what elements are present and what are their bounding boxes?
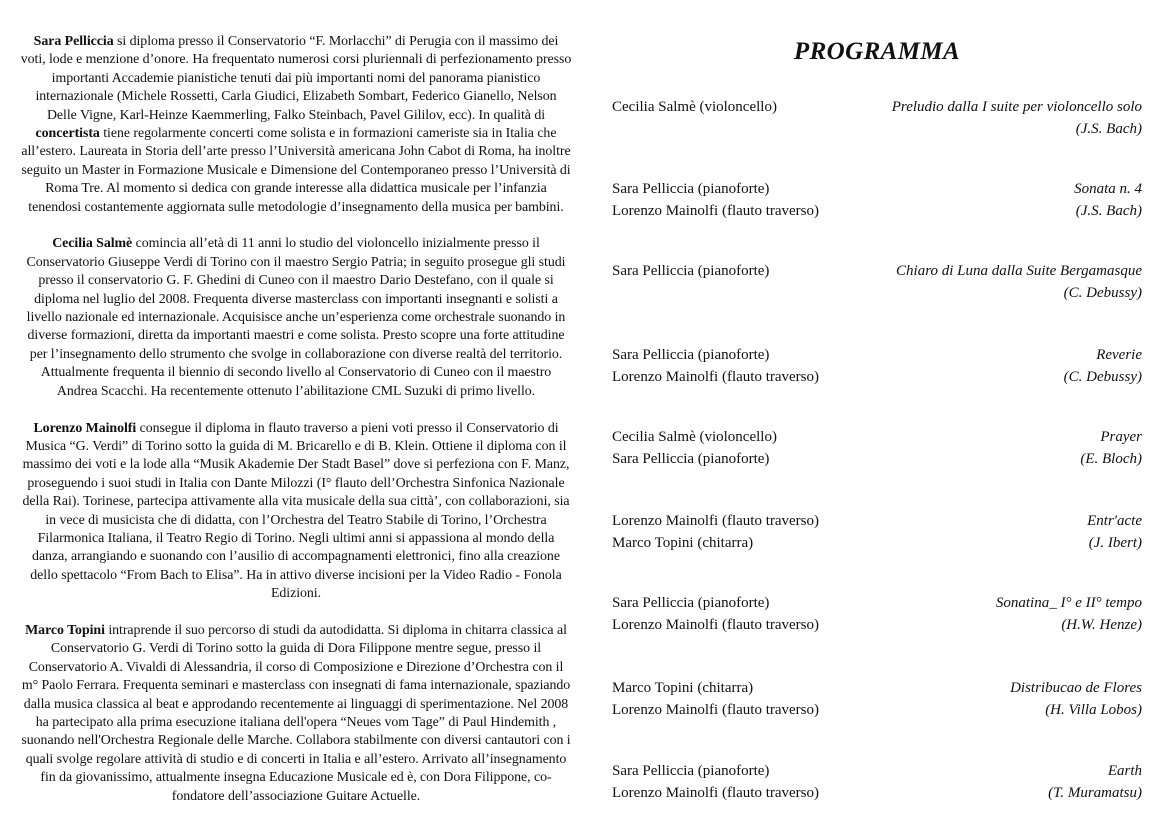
performer: Sara Pelliccia (pianoforte) (612, 263, 770, 279)
programme-item (612, 260, 1142, 304)
composer: (H.W. Henze) (1061, 617, 1142, 633)
bio-cecilia-salme (20, 235, 572, 401)
performer: Sara Pelliccia (pianoforte) (612, 763, 770, 779)
bio-name: Marco Topini (25, 622, 105, 638)
programme-item (612, 592, 1142, 636)
composer: (E. Bloch) (1080, 451, 1142, 467)
bio-text: comincia all’età di 11 anni lo studio del violoncello inizialmente presso il Conservatorio Giuseppe Verdi di Torino con il maestro Sergio Patria; in seguito prosegue gli studi presso il conservatorio G. F. Ghedini di Cuneo con il maestro Dario Destefano, con il quale si diploma nel luglio del 2008. Frequenta diverse masterclass con importanti insegnanti e solisti a livello nazionale ed internazionale. Acquisisce anche un’esperienza come orchestrale suonando in diverse formazioni, diretta da importanti maestri e come solista. Presto scopre una forte attitudine per l’insegnamento dello strumento che svolge in collaborazione con diverse realtà del territorio. Attualmente frequenta il biennio di secondo livello al Conservatorio di Cuneo con il maestro Andrea Scacchi. Ha recentemente ottenuto l’abilitazione CML Suzuki di primo livello. (26, 236, 566, 399)
performer: Sara Pelliccia (pianoforte) (612, 181, 770, 197)
composer: (C. Debussy) (1063, 285, 1142, 301)
performer: Cecilia Salmè (violoncello) (612, 99, 777, 115)
programme-item (612, 510, 1142, 554)
programme-item (612, 760, 1142, 804)
bio-text: intraprende il suo percorso di studi da autodidatta. Si diploma in chitarra classica al Conservatorio G. Verdi di Torino sotto la guida di Dora Filippone mentre segue, presso il Conservatorio A. Vivaldi di Alessandria, il corso di Composizione e Direzione d’Orchestra con il m° Paolo Ferrara. Frequenta seminari e masterclass con insegnati di fama internazionale, spaziando dalla musica classica al beat e approdando recentemente ai linguaggi di sperimentazione. Nel 2008 ha partecipato alla prima esecuzione italiana dell'opera “Neues vom Tage” di Paul Hindemith , suonando nell'Orchestra Regionale delle Marche. Collabora stabilmente con diversi cantautori con i quali svolge regolare attività di studio e di concerti in Italia e all’estero. Arrivato all’insegnamento fin da giovanissimo, attualmente insegna Educazione Musicale ed è, con Dora Filippone, co-fondatore dell’associazione Guitare Actuelle. (21, 622, 571, 804)
performer: Sara Pelliccia (pianoforte) (612, 595, 770, 611)
bio-name: Cecilia Salmè (52, 236, 133, 252)
programme-item (612, 178, 1142, 222)
bio-sara-pelliccia (20, 33, 572, 217)
programme-item (612, 96, 1142, 140)
work-title: Preludio dalla I suite per violoncello solo (891, 99, 1142, 115)
work-title: Chiaro di Luna dalla Suite Bergamasque (896, 263, 1142, 279)
biographies-column (20, 33, 572, 824)
bio-name: Lorenzo Mainolfi (33, 420, 137, 436)
composer: (J.S. Bach) (1075, 121, 1142, 137)
performer: Lorenzo Mainolfi (flauto traverso) (612, 513, 820, 529)
composer: (J.S. Bach) (1075, 203, 1142, 219)
work-title: Sonatina_ I° e II° tempo (995, 595, 1142, 611)
work-title: Sonata n. 4 (1074, 181, 1142, 197)
bio-name: Sara Pelliccia (33, 34, 114, 49)
performer: Lorenzo Mainolfi (flauto traverso) (612, 785, 820, 801)
work-title: Prayer (1100, 429, 1142, 445)
composer: (C. Debussy) (1063, 369, 1142, 385)
composer: (J. Ibert) (1088, 535, 1142, 551)
bio-text: tiene regolarmente concerti come solista e in formazioni cameriste sia in Italia che all’estero. Laureata in Storia dell’arte presso l’Università americana John Cabot di Roma, ha inoltre seguito un Master in Formazione Musicale e Dimensione del Contemporaneo presso l’Università di Roma Tre. Al momento si dedica con grande interesse alla didattica musicale per l’infanzia tenendosi costantemente aggiornata sulle metodologie d’insegnamento della musica per bambini. (21, 126, 571, 215)
composer: (H. Villa Lobos) (1045, 702, 1142, 718)
performer: Lorenzo Mainolfi (flauto traverso) (612, 203, 820, 219)
performer: Lorenzo Mainolfi (flauto traverso) (612, 369, 820, 385)
bio-emphasis: concertista (35, 126, 100, 142)
performer: Sara Pelliccia (pianoforte) (612, 347, 770, 363)
programme-title: PROGRAMMA (793, 38, 961, 65)
work-title: Reverie (1096, 347, 1142, 363)
performer: Marco Topini (chitarra) (612, 680, 754, 696)
bio-text: si diploma presso il Conservatorio “F. Morlacchi” di Perugia con il massimo dei voti, lode e menzione d’onore. Ha frequentato numerosi corsi pluriennali di perfezionamento presso importanti Accademie pianistiche tenuti dai più importanti nomi del panorama pianistico internazionale (Michele Rossetti, Carla Giudici, Elizabeth Sombart, Federico Gianello, Nelson Delle Vigne, Karl-Heinze Kaemmerling, Falko Steinbach, Pavel Gililov, ecc). In qualità di (20, 34, 572, 123)
performer: Sara Pelliccia (pianoforte) (612, 451, 770, 467)
work-title: Entr'acte (1087, 513, 1142, 529)
programme-item (612, 344, 1142, 388)
programme-item (612, 677, 1142, 721)
bio-text: consegue il diploma in flauto traverso a pieni voti presso il Conservatorio di Musica “G. Verdi” di Torino sotto la guida di M. Bricarello e di B. Klein. Ottiene il diploma con il massimo dei voti e la lode alla “Musik Akademie Der Stadt Basel” dove si perfeziona con F. Manz, proseguendo i suoi studi in Italia con Dante Milozzi (I° flauto dell’Orchestra Sinfonica Nazionale della Rai). Torinese, partecipa attivamente alla vita musicale della sua città’, con collaborazioni, sia in vece di musicista che di didatta, con l’Orchestra del Teatro Stabile di Torino, l’Orchestra Filarmonica Italiana, il Teatro Regio di Torino. Negli ultimi anni si appassiona al mondo della danza, arrangiando e suonando con l’ausilio di accompagnamenti elettronici, fino alla creazione dello spettacolo “From Bach to Elisa”. Ha in attivo diverse incisioni per la Video Radio - Fonola Edizioni. (22, 420, 570, 602)
bio-marco-topini (20, 622, 572, 806)
performer: Lorenzo Mainolfi (flauto traverso) (612, 702, 820, 718)
performer: Lorenzo Mainolfi (flauto traverso) (612, 617, 820, 633)
performer: Cecilia Salmè (violoncello) (612, 429, 777, 445)
work-title: Earth (1107, 763, 1142, 779)
work-title: Distribucao de Flores (1010, 680, 1142, 696)
bio-lorenzo-mainolfi (20, 420, 572, 604)
composer: (T. Muramatsu) (1048, 785, 1142, 801)
performer: Marco Topini (chitarra) (612, 535, 754, 551)
programme-item (612, 426, 1142, 470)
programme-list (612, 96, 1142, 804)
